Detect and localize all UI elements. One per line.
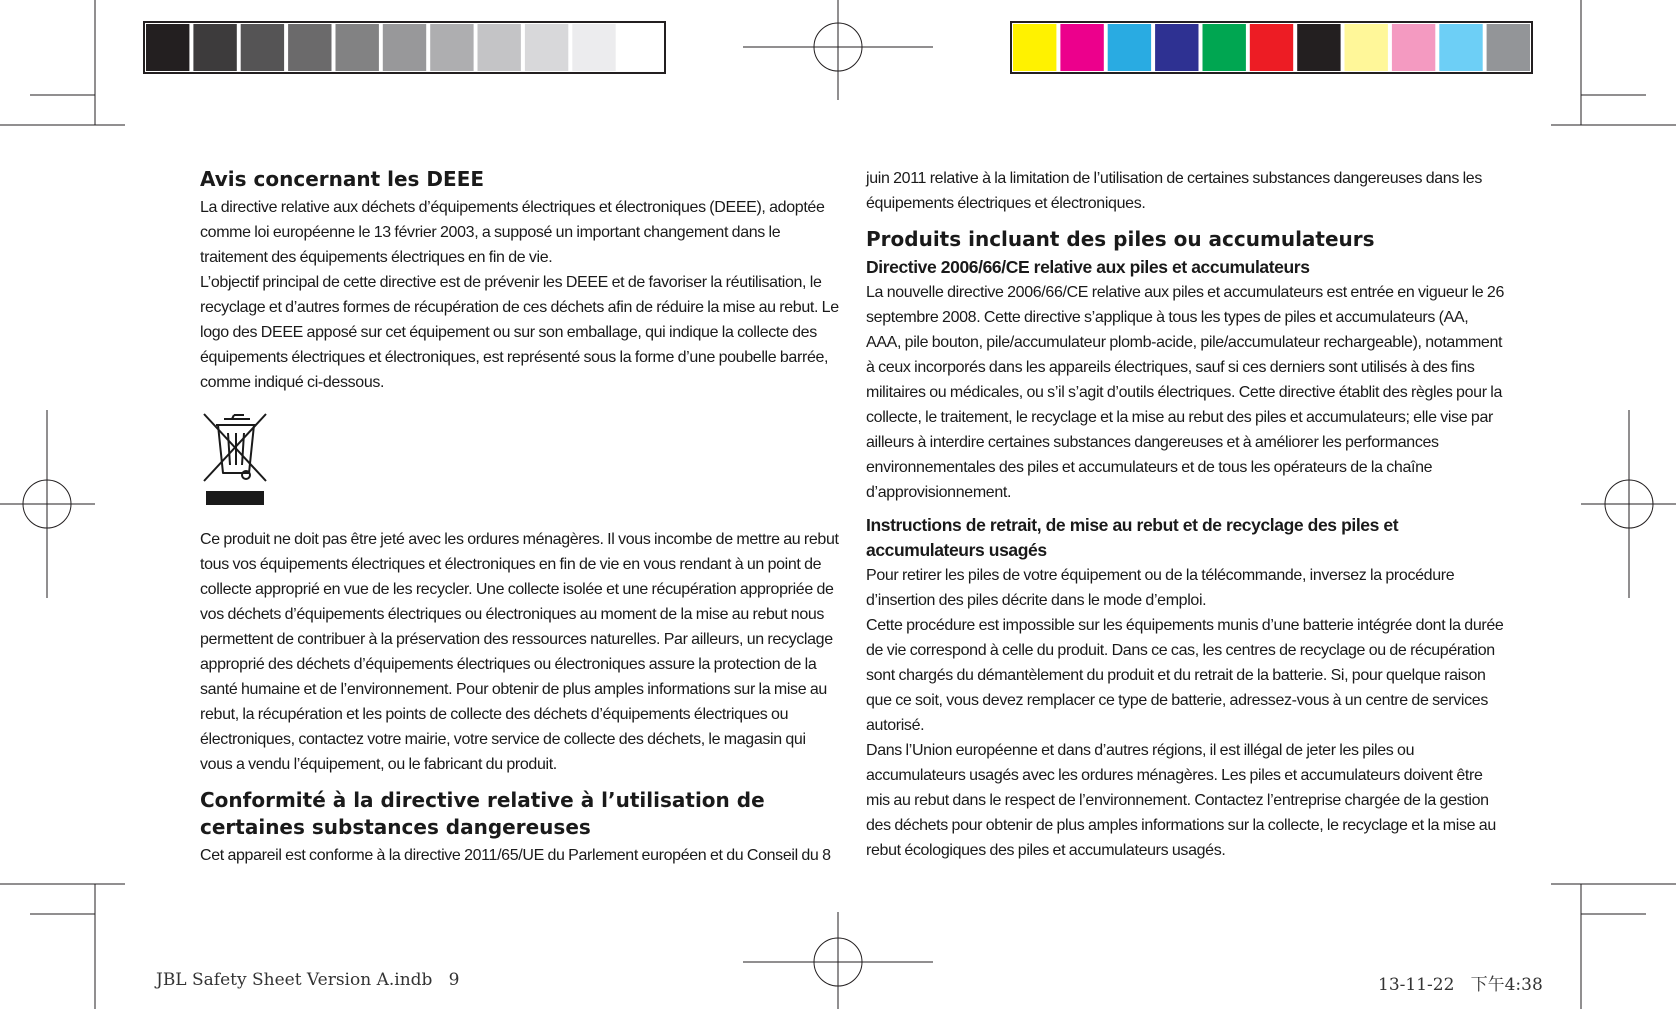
color-swatch xyxy=(336,24,379,71)
registration-target-icon xyxy=(743,912,933,1009)
color-swatch xyxy=(620,24,663,71)
color-swatch xyxy=(1439,24,1482,71)
instructions-paragraph-eu: Dans l’Union européenne et dans d’autres régions, il est illégal de jeter les piles ou accumulateurs usagés avec les ordures ménagères. Les piles et accumulateurs doivent être mis au rebut dans le respect de l’environnement. Contactez l’entreprise chargée de la gestion des déchets pour obtenir de plus amples informations sur la collecte, le recyclage et la mise au rebut écologiques des piles et accumulateurs usagés. xyxy=(866,742,1496,859)
directive-paragraph: La nouvelle directive 2006/66/CE relative aux piles et accumulateurs est entrée en vigueur le 26 septembre 2008. Cette directive s’applique à tous les types de piles et accumulateurs (AA, AAA, pile bouton, pile/accumulateur plomb-acide, pile/accumulateur rechargeable), notamment à ceux incorporés dans les appareils électriques, sauf si ces derniers sont utilisés à des fins militaires ou médicales, ou s’il s’agit d’outils électriques. Cette directive établit des règles pour la collecte, le traitement, le recyclage et la mise au rebut des piles et accumulateurs; elle vise par ailleurs à interdire certaines substances dangereuses et à améliorer les performances environnementales des piles et accumulateurs et de tous les opérateurs de la chaîne d’approvisionnement. xyxy=(866,284,1505,501)
color-swatch xyxy=(1392,24,1435,71)
color-swatch xyxy=(478,24,521,71)
color-swatch xyxy=(241,24,284,71)
weee-paragraph-objective: L’objectif principal de cette directive est de prévenir les DEEE et de favoriser la réutilisation, le recyclage et d’autres formes de récupération de ces déchets afin de réduire la mise au rebut. Le logo des DEEE apposé sur cet équipement ou sur son emballage, qui indique la collecte des équipements électriques et électroniques, est représenté sous la forme d’une poubelle barrée, comme indiqué ci-dessous. xyxy=(200,274,839,391)
rohs-paragraph: Cet appareil est conforme à la directive 2011/65/UE du Parlement européen et du Conseil du 8 xyxy=(200,847,831,864)
directive-subheading: Directive 2006/66/CE relative aux piles et accumulateurs xyxy=(866,257,1310,277)
registration-target-icon xyxy=(0,410,95,598)
file-label: JBL Safety Sheet Version A.indb 9 xyxy=(156,970,460,990)
color-swatch xyxy=(288,24,331,71)
grayscale-color-bar xyxy=(144,22,665,73)
color-swatch xyxy=(1108,24,1151,71)
color-swatch xyxy=(1345,24,1388,71)
weee-paragraph-disposal: Ce produit ne doit pas être jeté avec les ordures ménagères. Il vous incombe de mettre au rebut tous vos équipements électriques et électroniques en fin de vie en vous rendant à un point de collecte approprié en vue de les recycler. Une collecte isolée et une récupération appropriée de vos déchets d’équipements électriques ou électroniques au moment de la mise au rebut nous permettent de contribuer à la préservation des ressources naturelles. Par ailleurs, un recyclage approprié des déchets d’équipements électriques ou électroniques assure la protection de la santé humaine et de l’environnement. Pour obtenir de plus amples informations sur la mise au rebut, la récupération et les points de collecte des déchets d’équipements électriques ou électroniques, contactez votre mairie, votre service de collecte des déchets, le magasin qui vous a vendu l’équipement, ou le fabricant du produit. xyxy=(200,531,839,773)
color-swatch xyxy=(1013,24,1056,71)
weee-heading: Avis concernant les DEEE xyxy=(200,167,485,191)
right-column xyxy=(866,166,1506,863)
timestamp-label: 13-11-22 下午4:38 xyxy=(1378,975,1543,995)
process-color-bar xyxy=(1011,22,1532,73)
weee-paragraph-intro: La directive relative aux déchets d’équipements électriques et électroniques (DEEE), adoptée comme loi européenne le 13 février 2003, a supposé un important changement dans le traitement des équipements électriques en fin de vie. xyxy=(200,199,825,266)
instructions-paragraph-removal: Pour retirer les piles de votre équipement ou de la télécommande, inversez la procédure d’insertion des piles décrite dans le mode d’emploi. xyxy=(866,567,1455,609)
color-swatch xyxy=(383,24,426,71)
color-swatch xyxy=(1250,24,1293,71)
rohs-paragraph-continued: juin 2011 relative à la limitation de l’utilisation de certaines substances dangereuses dans les équipements électriques et électroniques. xyxy=(866,170,1482,212)
color-swatch xyxy=(525,24,568,71)
color-swatch xyxy=(430,24,473,71)
crossed-out-wheelie-bin-icon xyxy=(200,411,270,517)
color-swatch xyxy=(193,24,236,71)
color-swatch xyxy=(146,24,189,71)
instructions-paragraph-integrated: Cette procédure est impossible sur les équipements munis d’une batterie intégrée dont la durée de vie correspond à celle du produit. Dans ce cas, les centres de recyclage ou de récupération sont chargés du démantèlement du produit et du retrait de la batterie. Si, pour quelque raison que ce soit, vous devez remplacer ce type de batterie, adressez-vous à un centre de services autorisé. xyxy=(866,617,1504,734)
left-column xyxy=(200,166,840,868)
registration-target-icon xyxy=(1581,410,1676,598)
instructions-subheading: Instructions de retrait, de mise au rebut et de recyclage des piles et accumulateurs usagés xyxy=(866,515,1399,560)
battery-heading: Produits incluant des piles ou accumulateurs xyxy=(866,227,1375,251)
color-swatch xyxy=(1297,24,1340,71)
file-slug xyxy=(156,970,459,990)
color-swatch xyxy=(1487,24,1530,71)
color-swatch xyxy=(1060,24,1103,71)
color-swatch xyxy=(1203,24,1246,71)
registration-target-icon xyxy=(743,0,933,100)
print-timestamp xyxy=(1378,970,1543,995)
rohs-heading: Conformité à la directive relative à l’utilisation de certaines substances dangereuses xyxy=(200,788,765,839)
color-swatch xyxy=(1155,24,1198,71)
color-swatch xyxy=(572,24,615,71)
